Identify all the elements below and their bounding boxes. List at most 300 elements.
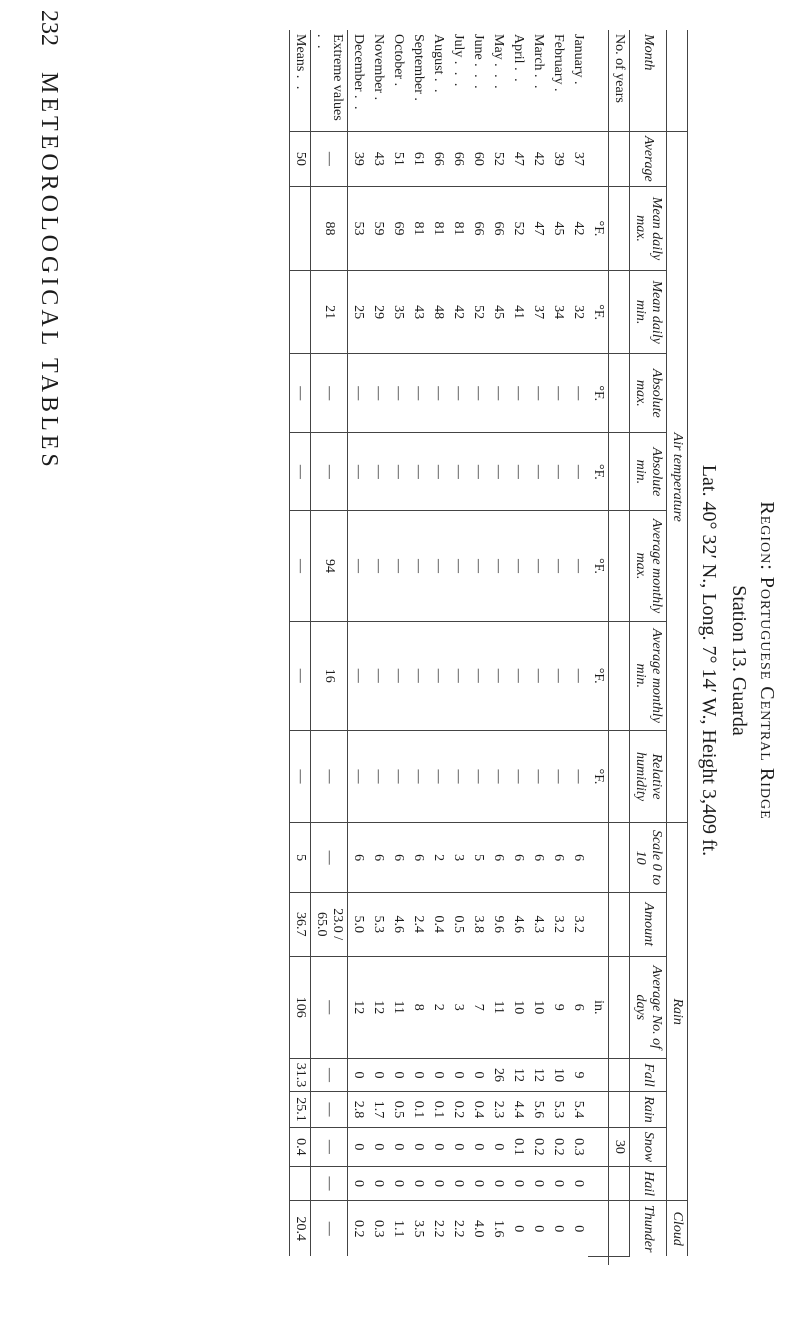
table-cell: 30 [609,1127,630,1166]
table-cell: — [368,730,388,823]
table-cell: 4.6 [508,892,528,956]
table-cell: 81 [428,186,448,270]
table-cell: 3.2 [568,892,588,956]
table-cell: 94 [311,511,348,622]
table-cell: 42 [568,186,588,270]
row-label-text: Means [293,34,308,72]
table-cell: 52 [508,186,528,270]
table-cell: — [388,511,408,622]
table-cell: — [408,433,428,511]
table-cell: 12 [528,1058,548,1092]
table-cell [609,131,630,186]
table-cell: — [290,621,311,730]
table-cell: 0 [348,1058,369,1092]
table-cell: 0 [568,1200,588,1256]
table-cell: — [311,1127,348,1166]
table-cell: 21 [311,271,348,354]
table-cell: 2.2 [428,1200,448,1256]
table-cell: 6 [408,823,428,892]
table-cell: — [528,730,548,823]
table-cell [609,823,630,892]
table-cell: 47 [528,186,548,270]
table-cell: — [408,354,428,433]
region-heading: Region: Portuguese Central Ridge [756,501,778,820]
table-cell: — [448,354,468,433]
table-cell: — [508,730,528,823]
column-header: Hail [630,1167,667,1201]
column-header: Fall [630,1058,667,1092]
table-cell: — [528,621,548,730]
table-cell: 3 [448,956,468,1058]
table-row [311,30,348,1265]
table-cell: 0 [388,1167,408,1201]
table-cell: 10 [508,956,528,1058]
table-cell: 7 [468,956,488,1058]
table-cell: 106 [290,956,311,1058]
table-cell: — [528,511,548,622]
table-cell [609,354,630,433]
table-cell: — [348,730,369,823]
table-row [588,30,609,1265]
table-cell: — [311,433,348,511]
row-label [348,30,369,131]
table-cell: 10 [548,1058,568,1092]
table-cell: 5 [290,823,311,892]
table-cell [609,730,630,823]
table-cell: — [388,730,408,823]
table-cell: 0 [428,1127,448,1166]
table-row [548,30,568,1265]
table-cell: — [428,730,448,823]
table-cell: 0 [488,1127,508,1166]
table-cell: 0 [488,1167,508,1201]
table-cell [588,1092,609,1127]
table-cell: 66 [468,186,488,270]
row-label [588,30,609,131]
table-cell: 12 [368,956,388,1058]
table-cell: °F. [588,621,609,730]
table-cell: 0 [568,1167,588,1201]
column-header: Month [630,30,667,131]
table-cell: °F. [588,271,609,354]
table-cell: — [468,511,488,622]
table-cell: — [548,511,568,622]
table-cell: 9.6 [488,892,508,956]
table-cell: 2.2 [448,1200,468,1256]
climate-table [289,30,688,1265]
table-cell [609,892,630,956]
row-label [408,30,428,131]
table-cell: 6 [488,823,508,892]
table-cell: 0.5 [448,892,468,956]
table-cell: 5.3 [368,892,388,956]
table-row [428,30,448,1265]
row-label [311,30,348,131]
table-cell: 2.3 [488,1092,508,1127]
table-cell [609,621,630,730]
table-cell: 81 [408,186,428,270]
table-cell: 6 [568,823,588,892]
table-cell [588,1167,609,1201]
table-cell [609,1092,630,1127]
row-label-text: February [551,34,566,85]
column-header: Average [630,131,667,186]
column-header: Average monthly min. [630,621,667,730]
table-cell: 60 [468,131,488,186]
table-cell: 41 [508,271,528,354]
table-cell: — [428,621,448,730]
table-cell [609,271,630,354]
table-cell: 52 [488,131,508,186]
table-cell [588,892,609,956]
table-cell: in. [588,956,609,1058]
table-cell: — [488,730,508,823]
table-cell [588,1127,609,1166]
table-cell: 0 [388,1058,408,1092]
table-cell: 51 [388,131,408,186]
table-cell: — [368,621,388,730]
table-cell: 26 [488,1058,508,1092]
leader-dots: . [411,97,426,103]
table-cell: — [548,730,568,823]
leader-dots: . [551,88,566,94]
table-row [468,30,488,1265]
table-cell: 0 [548,1167,568,1201]
row-label [528,30,548,131]
table-cell: 0.1 [508,1127,528,1166]
table-cell: — [508,511,528,622]
table-cell: 61 [408,131,428,186]
table-cell [588,823,609,892]
leader-dots: . [371,96,386,103]
table-cell: 0.1 [408,1092,428,1127]
table-cell: 11 [488,956,508,1058]
table-cell: 45 [488,271,508,354]
table-cell: 0.4 [428,892,448,956]
leader-dots: . . [314,34,329,51]
table-cell: — [448,433,468,511]
table-row [408,30,428,1265]
row-label [548,30,568,131]
cloud-group-header: Cloud [667,1200,688,1256]
table-cell: — [568,433,588,511]
table-cell [609,511,630,622]
table-cell: — [368,511,388,622]
table-row [508,30,528,1265]
running-title: METEOROLOGICAL TABLES [36,72,62,471]
table-cell: °F. [588,730,609,823]
table-cell [609,1167,630,1201]
row-label-text: June [471,34,486,60]
leader-dots: . . [511,67,526,84]
table-cell: 48 [428,271,448,354]
row-label-text: November [371,34,386,94]
rain-group-header: Rain [667,823,688,1201]
table-cell [290,186,311,270]
table-cell: 35 [388,271,408,354]
table-cell: 5 [468,823,488,892]
column-header: Scale 0 to 10 [630,823,667,892]
table-cell: — [290,354,311,433]
table-cell: 32 [568,271,588,354]
table-cell: 3.8 [468,892,488,956]
table-cell: 0.2 [448,1092,468,1127]
table-cell: 43 [368,131,388,186]
table-cell: 66 [448,131,468,186]
table-cell: 6 [368,823,388,892]
table-cell: — [388,354,408,433]
table-cell: — [290,511,311,622]
table-cell: — [311,354,348,433]
table-row [488,30,508,1265]
column-header: Average monthly max. [630,511,667,622]
table-cell: 0 [368,1058,388,1092]
column-header-row [630,30,667,1265]
table-cell: 0 [408,1058,428,1092]
table-cell: — [548,354,568,433]
row-label-text: No. of years [612,34,627,103]
table-cell: 0 [428,1058,448,1092]
column-header: Mean daily max. [630,186,667,270]
table-cell: — [368,354,388,433]
table-cell: 1.1 [388,1200,408,1256]
station-coordinates: Lat. 40° 32′ N., Long. 7° 14′ W., Height 3,409 ft. [698,464,720,857]
row-label-text: August [431,34,446,75]
column-header: Thunder [630,1200,667,1256]
table-cell: 31.3 [290,1058,311,1092]
table-cell: °F. [588,354,609,433]
table-cell [609,1058,630,1092]
table-cell [588,1200,609,1256]
table-cell: 47 [508,131,528,186]
table-cell: — [368,433,388,511]
table-cell: — [508,433,528,511]
table-cell: 8 [408,956,428,1058]
leader-dots: . [571,81,586,87]
table-cell: 9 [548,956,568,1058]
table-cell: — [488,433,508,511]
table-cell: 6 [568,956,588,1058]
row-label-text: May [491,34,506,60]
table-cell: 45 [548,186,568,270]
table-cell: — [311,1058,348,1092]
table-cell: 42 [448,271,468,354]
table-cell: 34 [548,271,568,354]
row-label [468,30,488,131]
table-cell: °F. [588,186,609,270]
table-cell: — [568,621,588,730]
table-cell [588,1058,609,1092]
table-cell: 88 [311,186,348,270]
table-cell: 0 [368,1127,388,1166]
table-cell: 16 [311,621,348,730]
table-cell: 39 [548,131,568,186]
table-cell: 0.1 [428,1092,448,1127]
table-cell: — [348,511,369,622]
table-cell: 12 [348,956,369,1058]
table-cell: — [311,823,348,892]
table-cell: 6 [508,823,528,892]
table-row [609,30,630,1265]
table-cell: 29 [368,271,388,354]
table-cell: 66 [428,131,448,186]
table-cell: — [488,621,508,730]
table-cell: 66 [488,186,508,270]
table-cell: — [508,354,528,433]
table-cell: 0.2 [348,1200,369,1256]
table-cell: 20.4 [290,1200,311,1256]
table-cell: 0.5 [388,1092,408,1127]
table-cell: — [508,621,528,730]
table-cell [588,131,609,186]
table-cell: 59 [368,186,388,270]
table-cell: — [568,511,588,622]
table-cell: — [408,621,428,730]
row-label [428,30,448,131]
column-header: Mean daily min. [630,271,667,354]
table-cell: 0 [448,1167,468,1201]
row-label-text: October [391,34,406,80]
table-cell: — [408,730,428,823]
table-cell: 81 [448,186,468,270]
page-number: 232 [36,10,62,46]
table-cell: — [528,354,548,433]
table-cell: 36.7 [290,892,311,956]
row-label [290,30,311,131]
table-cell: 0.2 [528,1127,548,1166]
table-cell: 0 [368,1167,388,1201]
table-cell: — [408,511,428,622]
row-label-text: Extreme values [330,34,345,121]
table-cell [609,186,630,270]
table-row [348,30,369,1265]
row-label-text: December [351,34,366,92]
table-cell: 0 [468,1127,488,1166]
table-cell: — [388,621,408,730]
table-cell: — [311,1167,348,1201]
table-cell [609,1200,630,1256]
table-row [388,30,408,1265]
table-cell: 0 [428,1167,448,1201]
table-cell [609,956,630,1058]
leader-dots: . . [293,74,308,92]
table-cell: — [468,354,488,433]
table-cell: 2.4 [408,892,428,956]
table-cell: 50 [290,131,311,186]
table-cell: 0.4 [468,1092,488,1127]
table-cell: — [290,433,311,511]
table-cell: 0 [408,1167,428,1201]
table-cell: — [311,1092,348,1127]
table-cell: — [448,621,468,730]
table-cell: 3.5 [408,1200,428,1256]
row-label [508,30,528,131]
table-cell: 3.2 [548,892,568,956]
table-cell: 1.6 [488,1200,508,1256]
table-cell: 5.0 [348,892,369,956]
table-cell: 0 [388,1127,408,1166]
air-temperature-group-header: Air temperature [667,131,688,823]
row-label-text: January [571,34,586,78]
table-cell: — [568,730,588,823]
table-cell: 23.0 / 65.0 [311,892,348,956]
table-cell: 0.3 [368,1200,388,1256]
table-cell: 53 [348,186,369,270]
table-cell: — [468,621,488,730]
table-cell [609,1256,630,1265]
table-cell: — [311,1200,348,1256]
table-cell: — [528,433,548,511]
table-cell: 69 [388,186,408,270]
table-cell: 9 [568,1058,588,1092]
table-cell: — [428,511,448,622]
table-cell: 0 [448,1058,468,1092]
column-header: Average No. of days [630,956,667,1058]
table-row [528,30,548,1265]
row-label [488,30,508,131]
group-header-row [667,30,688,1265]
blank-header [667,30,688,131]
table-cell: 0 [508,1200,528,1256]
table-cell: 2.8 [348,1092,369,1127]
table-cell: 0 [508,1167,528,1201]
table-cell: 12 [508,1058,528,1092]
table-row [448,30,468,1265]
column-header: Rain [630,1092,667,1127]
table-cell: 37 [568,131,588,186]
leader-dots: . . [431,77,446,95]
table-cell: 39 [348,131,369,186]
table-body [290,30,630,1265]
table-cell [290,1167,311,1201]
table-cell: 2 [428,823,448,892]
table-cell: 0 [468,1058,488,1092]
row-label-text: September [411,34,426,94]
table-cell: 0 [348,1167,369,1201]
table-cell: 1.7 [368,1092,388,1127]
table-row [290,30,311,1265]
table-cell: 25 [348,271,369,354]
column-header: Absolute min. [630,433,667,511]
table-cell: — [448,730,468,823]
table-cell: 0 [348,1127,369,1166]
table-cell: — [468,433,488,511]
table-cell [609,433,630,511]
table-cell: 10 [528,956,548,1058]
table-cell: 0.4 [290,1127,311,1166]
table-cell: 6 [348,823,369,892]
table-cell: 25.1 [290,1092,311,1127]
table-cell: 6 [528,823,548,892]
column-header: Snow [630,1127,667,1166]
table-cell: — [568,354,588,433]
table-cell: — [290,730,311,823]
table-cell: 42 [528,131,548,186]
table-cell: — [311,956,348,1058]
station-heading: Station 13. Guarda [728,585,750,736]
table-cell: — [311,730,348,823]
table-cell: 5.6 [528,1092,548,1127]
table-cell: — [311,131,348,186]
table-cell: 4.3 [528,892,548,956]
leader-dots: . . [351,95,366,112]
table-cell [290,271,311,354]
table-row [568,30,588,1265]
table-cell: 5.4 [568,1092,588,1127]
table-row [368,30,388,1265]
table-cell: 3 [448,823,468,892]
table-cell: 0 [528,1167,548,1201]
